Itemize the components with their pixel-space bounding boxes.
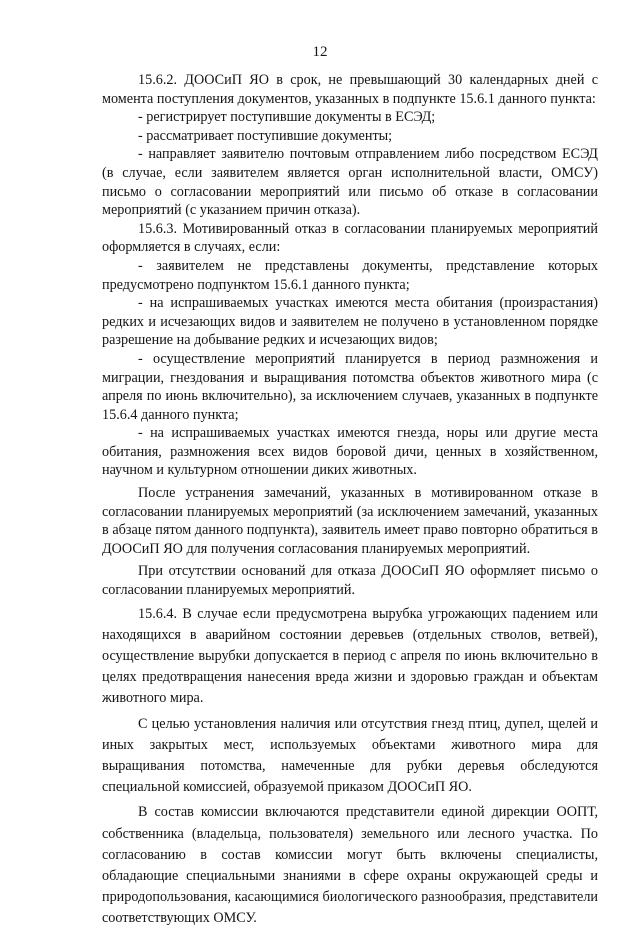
paragraph-15-6-3: 15.6.3. Мотивированный отказ в согласовании планируемых мероприятий оформляется в случаях, если:	[102, 220, 598, 256]
paragraph-after-remarks: После устранения замечаний, указанных в мотивированном отказе в согласовании планируемых мероприятий (за исключением замечаний, указанных в абзаце пятом данного подпункта), заявитель имеет право повторно обратиться в ДООСиП ЯО для получения согласования планируемых мероприятий.	[102, 485, 598, 557]
page-number: 12	[312, 44, 328, 60]
list-item-register: - регистрирует поступившие документы в ЕСЭД;	[138, 109, 436, 126]
paragraph-no-grounds: При отсутствии оснований для отказа ДООСиП ЯО оформляет письмо о согласовании планируемых мероприятий.	[102, 563, 598, 599]
paragraph-commission-members: В состав комиссии включаются представители единой дирекции ООПТ, собственника (владельца, пользователя) земельного или лесного участка. По согласованию в состав комиссии могут быть включены специалисты, обладающие специальными знаниями в сфере охраны окружающей среды и природопользования, касающимися биологического разнообразия, представители соответствующих ОМСУ.	[102, 804, 598, 927]
list-item-review: - рассматривает поступившие документы;	[138, 127, 393, 144]
paragraph-15-6-2: 15.6.2. ДООСиП ЯО в срок, не превышающий 30 календарных дней с момента поступления документов, указанных в подпункте 15.6.1 данного пункта:	[102, 72, 598, 107]
paragraph-15-6-4: 15.6.4. В случае если предусмотрена вырубка угрожающих падением или находящихся в аварийном состоянии деревьев (отдельных стволов, ветвей), осуществление вырубки допускается в период с апреля по июнь включительно в целях предотвращения нанесения вреда жизни и здоровью граждан и объектам животного мира.	[102, 605, 598, 707]
list-item-no-documents: - заявителем не представлены документы, представление которых предусмотрено подпунктом 15.6.1 данного пункта;	[102, 257, 598, 293]
list-item-nests-burrows: - на испрашиваемых участках имеются гнезда, норы или другие места обитания, размножения всех видов боровой дичи, ценных в хозяйственном, научном и культурном отношении диких животных.	[102, 425, 598, 479]
document-body	[102, 71, 598, 930]
list-item-send-letter: - направляет заявителю почтовым отправлением либо посредством ЕСЭД (в случае, если заявителем является орган исполнительной власти, ОМСУ) письмо о согласовании мероприятий или письмо об отказе в согласовании мероприятий (с указанием причин отказа).	[102, 146, 598, 219]
list-item-breeding-period: - осуществление мероприятий планируется в период размножения и миграции, гнездования и выращивания потомства объектов животного мира (с апреля по июнь включительно), за исключением случаев, указанных в подпункте 15.6.4 данного пункта;	[102, 350, 598, 423]
list-item-rare-species: - на испрашиваемых участках имеются места обитания (произрастания) редких и исчезающих видов и заявителем не получено в установленном порядке разрешение на добывание редких и исчезающих видов;	[102, 295, 598, 349]
paragraph-inspection-commission: С целью установления наличия или отсутствия гнезд птиц, дупел, щелей и иных закрытых мест, используемых объектами животного мира для выращивания потомства, намеченные для рубки деревья обследуются специальной комиссией, образуемой приказом ДООСиП ЯО.	[102, 715, 598, 796]
